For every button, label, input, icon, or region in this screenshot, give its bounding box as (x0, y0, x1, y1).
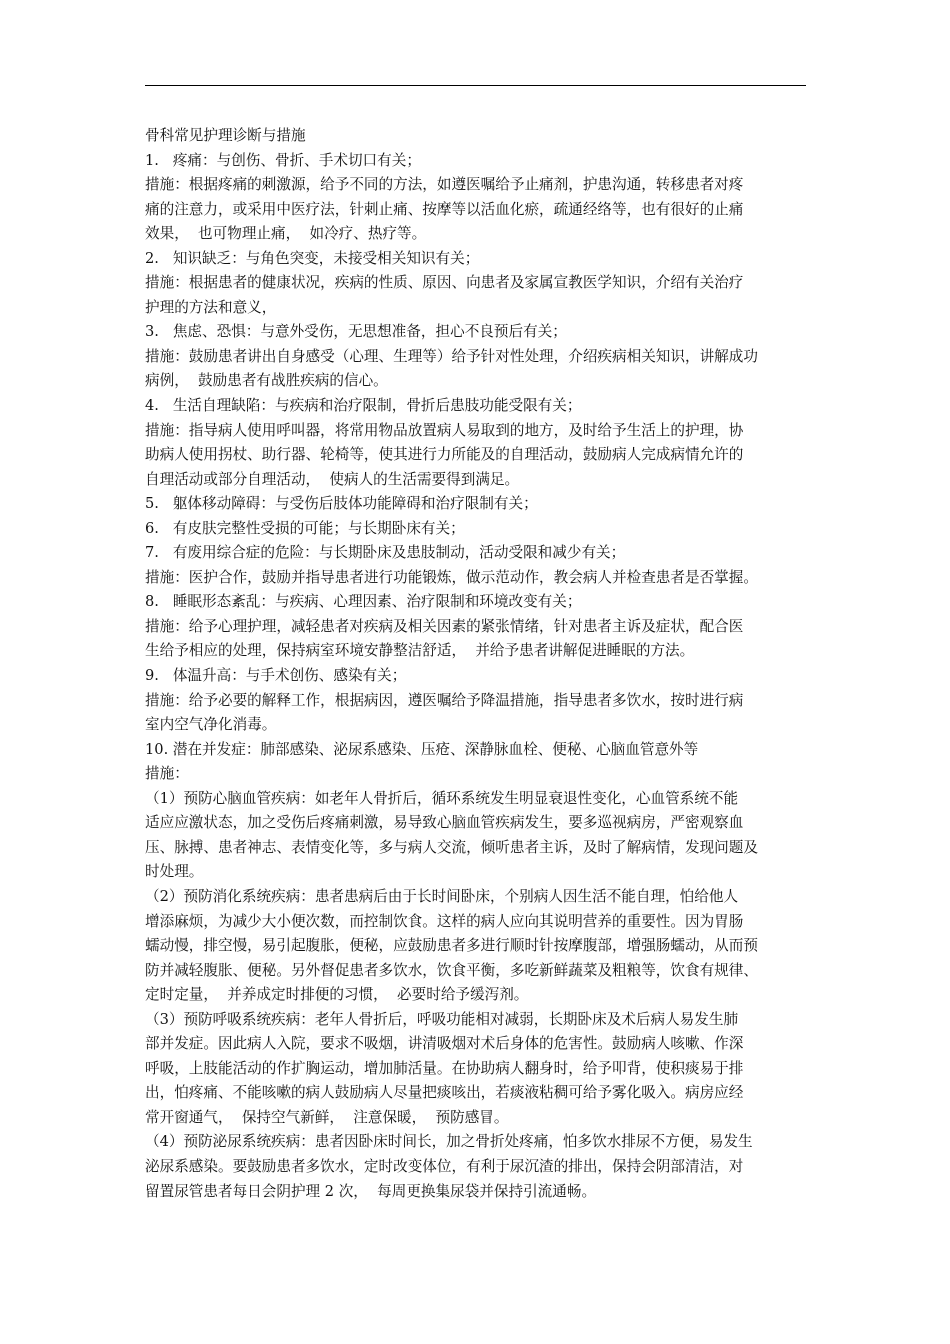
text-line: 措施：根据患者的健康状况，疾病的性质、原因、向患者及家属宣教医学知识，介绍有关治疗 (145, 274, 744, 292)
text-line: 部并发症。因此病人入院，要求不吸烟，讲清吸烟对术后身体的危害性。鼓励病人咳嗽、作深 (145, 1035, 744, 1053)
text-line: 效果， 也可物理止痛， 如冷疗、热疗等。 (145, 225, 427, 243)
document-title: 骨科常见护理诊断与措施 (145, 127, 306, 144)
text-line: 措施：医护合作，鼓励并指导患者进行功能锻炼，做示范动作，教会病人并检查患者是否掌握。 (145, 568, 758, 586)
text-line: 泌尿系感染。要鼓励患者多饮水，定时改变体位，有利于尿沉渣的排出，保持会阴部清洁，对 (145, 1157, 744, 1175)
text-line: 7. 有废用综合症的危险：与长期卧床及患肢制动，活动受限和减少有关； (145, 544, 626, 562)
text-line: 2. 知识缺乏：与角色突变，未接受相关知识有关； (145, 249, 480, 267)
text-line: 措施：鼓励患者讲出自身感受（心理、生理等）给予针对性处理，介绍疾病相关知识，讲解成功 (145, 347, 758, 365)
text-line: 4. 生活自理缺陷：与疾病和治疗限制，骨折后患肢功能受限有关； (145, 397, 582, 415)
text-line: 压、脉搏、患者神志、表情变化等，多与病人交流，倾听患者主诉，及时了解病情，发现问题及 (145, 838, 758, 856)
text-line: 室内空气净化消毒。 (145, 716, 277, 734)
text-line: （1）预防心脑血管疾病：如老年人骨折后，循环系统发生明显衰退性变化，心血管系统不能 (145, 789, 739, 807)
text-line: 适应应激状态，加之受伤后疼痛刺激，易导致心脑血管疾病发生，要多巡视病房，严密观察血 (145, 814, 744, 832)
text-line: 措施：给予必要的解释工作，根据病因，遵医嘱给予降温措施，指导患者多饮水，按时进行病 (145, 691, 744, 709)
text-line: 生给予相应的处理，保持病室环境安静整洁舒适， 并给予患者讲解促进睡眠的方法。 (145, 642, 695, 660)
text-line: 自理活动或部分自理活动， 使病人的生活需要得到满足。 (145, 470, 520, 488)
text-line: 病例， 鼓励患者有战胜疾病的信心。 (145, 372, 388, 390)
text-line: 6. 有皮肤完整性受损的可能；与长期卧床有关； (145, 519, 465, 537)
text-line: 护理的方法和意义， (145, 298, 277, 316)
text-line: 常开窗通气， 保持空气新鲜， 注意保暖， 预防感冒。 (145, 1108, 509, 1126)
document-lines (145, 149, 815, 1205)
text-line: 8. 睡眠形态紊乱：与疾病、心理因素、治疗限制和环境改变有关； (145, 593, 582, 611)
text-line: 防并减轻腹胀、便秘。另外督促患者多饮水，饮食平衡，多吃新鲜蔬菜及粗粮等，饮食有规律、 (145, 961, 758, 979)
text-line: 时处理。 (145, 863, 204, 881)
text-line: 蠕动慢，排空慢，易引起腹胀，便秘，应鼓励患者多进行顺时针按摩腹部，增强肠蠕动，从而预 (145, 937, 758, 955)
text-line: 呼吸，上肢能活动的作扩胸运动，增加肺活量。在协助病人翻身时，给予叩背，使积痰易于排 (145, 1059, 744, 1077)
text-line: 措施： (145, 765, 189, 783)
document-body (145, 124, 815, 1204)
text-line: 3. 焦虑、恐惧：与意外受伤，无思想准备，担心不良预后有关； (145, 323, 567, 341)
text-line: 1. 疼痛：与创伤、骨折、手术切口有关； (145, 151, 421, 169)
text-line: 措施：给予心理护理，减轻患者对疾病及相关因素的紧张情绪，针对患者主诉及症状，配合医 (145, 617, 744, 635)
text-line: 措施：根据疼痛的刺激源，给予不同的方法，如遵医嘱给予止痛剂，护患沟通，转移患者对疼 (145, 176, 744, 194)
text-line: 9. 体温升高：与手术创伤、感染有关； (145, 667, 407, 685)
text-line: 定时定量， 并养成定时排便的习惯， 必要时给予缓泻剂。 (145, 986, 529, 1004)
text-line: 出，怕疼痛、不能咳嗽的病人鼓励病人尽量把痰咳出，若痰液粘稠可给予雾化吸入。病房应经 (145, 1084, 744, 1102)
text-line: 痛的注意力，或采用中医疗法，针刺止痛、按摩等以活血化瘀，疏通经络等，也有很好的止痛 (145, 200, 744, 218)
text-line: 5. 躯体移动障碍：与受伤后肢体功能障碍和治疗限制有关； (145, 495, 538, 513)
text-line: 措施：指导病人使用呼叫器，将常用物品放置病人易取到的地方，及时给予生活上的护理，协 (145, 421, 744, 439)
header-rule (145, 85, 806, 86)
text-line: （2）预防消化系统疾病：患者患病后由于长时间卧床，个别病人因生活不能自理，怕给他人 (145, 887, 739, 905)
text-line: 增添麻烦，为减少大小便次数，而控制饮食。这样的病人应向其说明营养的重要性。因为胃肠 (145, 912, 744, 930)
text-line: 10. 潜在并发症：肺部感染、泌尿系感染、压疮、深静脉血栓、便秘、心脑血管意外等 (145, 740, 699, 758)
text-line: （4）预防泌尿系统疾病：患者因卧床时间长，加之骨折处疼痛，怕多饮水排尿不方便，易发生 (145, 1133, 753, 1151)
text-line: 助病人使用拐杖、助行器、轮椅等，使其进行力所能及的自理活动，鼓励病人完成病情允许的 (145, 446, 744, 464)
text-line: （3）预防呼吸系统疾病：老年人骨折后，呼吸功能相对减弱，长期卧床及术后病人易发生肺 (145, 1010, 739, 1028)
text-line: 留置尿管患者每日会阴护理 2 次， 每周更换集尿袋并保持引流通畅。 (145, 1182, 597, 1200)
